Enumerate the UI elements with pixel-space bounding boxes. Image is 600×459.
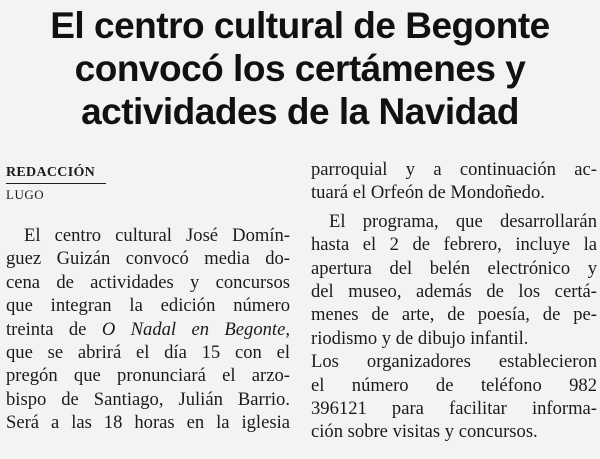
left-column <box>6 158 290 435</box>
text-line <box>6 318 290 341</box>
paragraph-2 <box>311 210 597 444</box>
text-line: ción sobre visitas y concursos. <box>311 421 538 443</box>
text-line: que integran la edición número <box>6 295 290 317</box>
headline <box>0 4 600 133</box>
text-line: del museo, además de los certá- <box>311 281 597 303</box>
text-line: Será a las 18 horas en la iglesia <box>6 412 290 434</box>
text-line: bispo de Santiago, Julián Barrio. <box>6 388 290 410</box>
byline: REDACCIÓN <box>6 158 106 184</box>
headline-line: El centro cultural de Begonte <box>50 5 550 46</box>
text-line: pregón que pronunciará el arzo- <box>6 365 290 387</box>
text-fragment: , <box>285 318 290 340</box>
text-line: hasta el 2 de febrero, incluye la <box>311 234 597 256</box>
text-line: riodismo y de dibujo infantil. <box>311 327 529 349</box>
text-fragment: treinta de <box>6 318 87 340</box>
text-line: parroquial y a continuación ac- <box>311 159 597 180</box>
text-line: Los organizadores establecieron <box>311 351 597 373</box>
location: LUGO <box>6 187 45 202</box>
text-line: el número de teléfono 982 <box>311 374 597 396</box>
text-line: El programa, que desarrollarán <box>329 210 597 232</box>
text-line: que se abrirá el día 15 con el <box>6 342 290 364</box>
text-line: cena de actividades y concursos <box>6 271 290 293</box>
festival-title: O Nadal en Begonte <box>101 318 286 340</box>
text-line: El centro cultural José Domín- <box>24 225 290 246</box>
text-line: apertura del belén electrónico y <box>311 257 597 279</box>
headline-line: actividades de la Navidad <box>81 91 519 132</box>
headline-line: convocó los certámenes y <box>74 48 526 89</box>
right-column <box>311 158 597 444</box>
text-line: menes de arte, de poesía, de pe- <box>311 304 597 326</box>
paragraph-1 <box>6 224 290 435</box>
text-line: guez Guizán convocó media do- <box>6 248 290 270</box>
paragraph-1-continued <box>311 158 597 205</box>
text-line: tuará el Orfeón de Mondoñedo. <box>311 182 545 204</box>
text-line: 396121 para facilitar informa- <box>311 398 597 420</box>
